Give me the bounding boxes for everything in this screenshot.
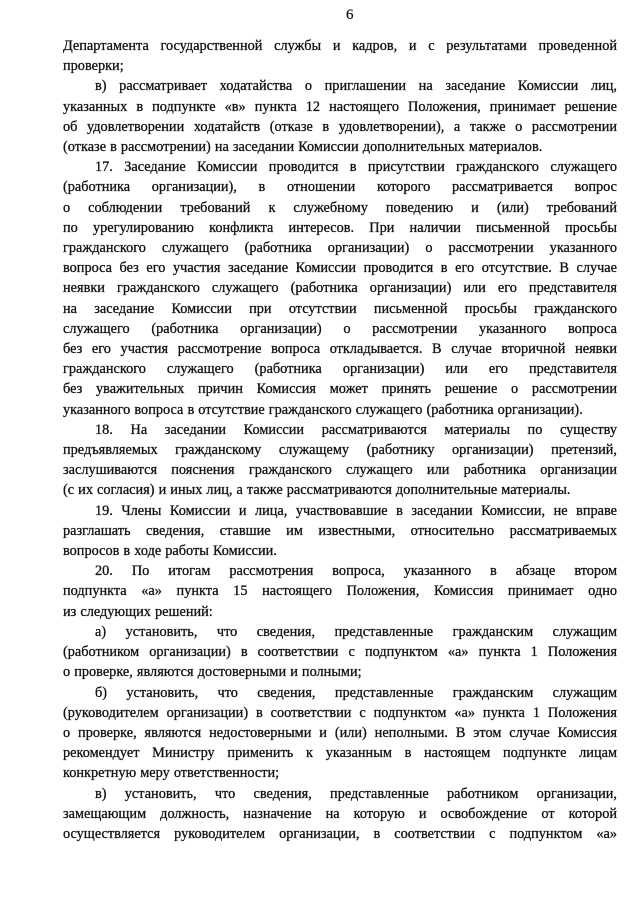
text-line: осуществляется руководителем организации, в соответствии с подпунктом «а» <box>63 825 617 842</box>
text-line: замещающим должность, назначение на которую и освобождение от которой <box>63 805 617 822</box>
text-line: заслушиваются пояснения гражданского служащего или работника организации <box>63 462 617 479</box>
text-line: об удовлетворении ходатайств (отказе в удовлетворении), а также о рассмотрении <box>63 118 617 135</box>
text-line: Департамента государственной службы и кадров, и с результатами проведенной <box>63 38 617 54</box>
text-line: (работником организации) в соответствии с подпунктом «а» пункта 1 Положения <box>63 644 617 661</box>
text-line: в) рассматривает ходатайства о приглашении на заседание Комиссии лиц, <box>95 78 617 95</box>
text-line: гражданского служащего (работника организации) или его представителя <box>63 361 617 378</box>
text-line: 19. Члены Комиссии и лица, участвовавшие в заседании Комиссии, не вправе <box>95 502 617 519</box>
text-line: б) установить, что сведения, представленные гражданским служащим <box>95 684 617 701</box>
text-line: 17. Заседание Комиссии проводится в присутствии гражданского служащего <box>95 159 617 176</box>
text-line: 18. На заседании Комиссии рассматриваются материалы по существу <box>95 421 617 438</box>
text-line: (руководителем организации) в соответствии с подпунктом «а» пункта 1 Положения <box>63 704 617 721</box>
text-line: в) установить, что сведения, представленные работником организации, <box>95 785 617 802</box>
text-line: (отказе в рассмотрении) на заседании Комиссии дополнительных материалов. <box>63 139 543 156</box>
text-line: рекомендует Министру применить к указанным в настоящем подпункте лицам <box>63 745 617 762</box>
text-line: а) установить, что сведения, представленные гражданским служащим <box>95 623 617 640</box>
text-line: вопроса без его участия заседание Комиссии проводится в его отсутствие. В случае <box>63 260 617 277</box>
text-line: неявки гражданского служащего (работника организации) или его представителя <box>63 280 617 297</box>
text-line: предъявляемых гражданскому служащему (работнику организации) претензий, <box>63 442 617 459</box>
text-line: на заседание Комиссии при отсутствии письменной просьбы гражданского <box>63 300 617 317</box>
text-line: из следующих решений: <box>63 603 213 620</box>
text-line: по урегулированию конфликта интересов. При наличии письменной просьбы <box>63 219 617 236</box>
text-line: (с их согласия) и иных лиц, а также рассматриваются дополнительные материалы. <box>63 482 571 499</box>
text-line: указанного вопроса в отсутствие гражданского служащего (работника организации). <box>63 401 583 418</box>
text-line: указанных в подпункте «в» пункта 12 настоящего Положения, принимает решение <box>63 98 617 115</box>
document-text-block <box>63 36 617 844</box>
text-line: конкретную меру ответственности; <box>63 765 280 782</box>
text-line: служащего (работника организации) о рассмотрении указанного вопроса <box>63 320 617 337</box>
text-line: о соблюдении требований к служебному поведению и (или) требований <box>63 199 617 216</box>
text-line: (работника организации), в отношении которого рассматривается вопрос <box>63 179 617 196</box>
text-line: о проверке, являются достоверными и полными; <box>63 664 362 681</box>
page-number: 6 <box>346 7 354 23</box>
text-line: вопросов в ходе работы Комиссии. <box>63 543 277 560</box>
text-line: проверки; <box>63 58 124 75</box>
text-line: разглашать сведения, ставшие им известными, относительно рассматриваемых <box>63 522 617 539</box>
text-line: 20. По итогам рассмотрения вопроса, указанного в абзаце втором <box>95 563 617 580</box>
text-line: гражданского служащего (работника организации) о рассмотрении указанного <box>63 240 617 257</box>
text-line: о проверке, являются недостоверными и (или) неполными. В этом случае Комиссия <box>63 724 617 741</box>
text-line: подпункта «а» пункта 15 настоящего Положения, Комиссия принимает одно <box>63 583 617 600</box>
text-line: без его участия рассмотрение вопроса откладывается. В случае вторичной неявки <box>63 341 617 358</box>
text-line: без уважительных причин Комиссия может принять решение о рассмотрении <box>63 381 617 398</box>
